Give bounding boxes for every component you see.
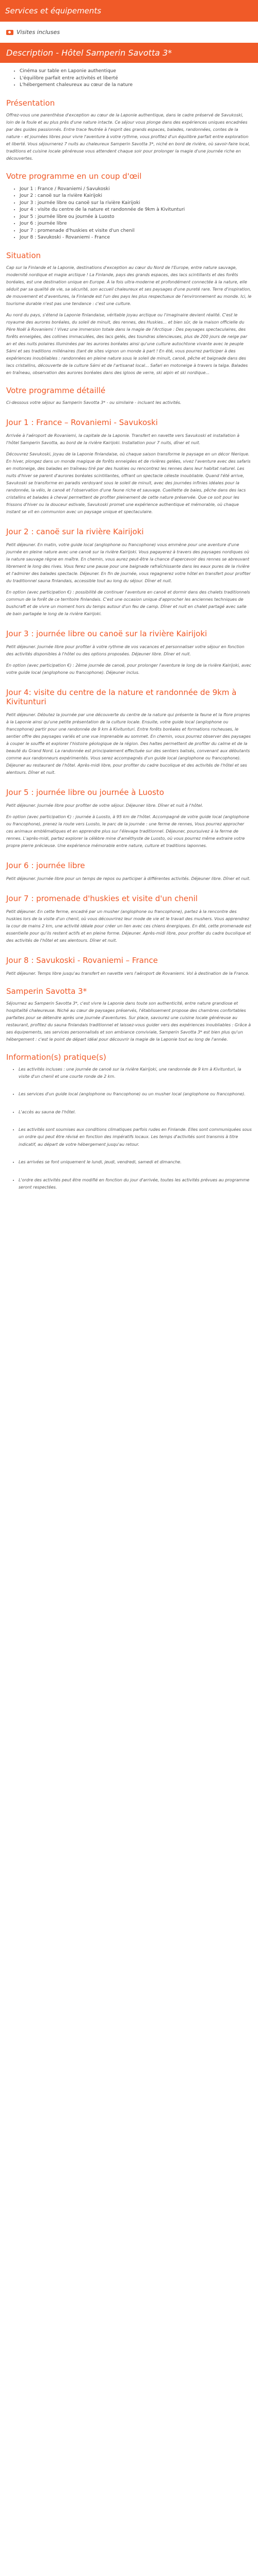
camera-icon — [6, 30, 13, 35]
day-1 — [6, 418, 252, 516]
info-item: • L'accès au sauna de l'hôtel. — [19, 1109, 252, 1116]
situation-text-2: Au nord du pays, s'étend la Laponie finlandaise, véritable joyau arctique ou l'imaginaire devient réalité. C'est le royaume des aurores boréales, du soleil de minuit, des rennes, des Huskies... et bien sûr, de la maison officielle du Père Noël à Rovaniemi ! Vivez une immersion totale dans la magie de l'Arctique : Des paysages spectaculaires, des forêts enneigées, des collines immaculées, des lacs gelés, des toundras silencieuses, plus de 200 jours de neige par an et des nuits polaires illuminées par les aurores boréales ainsi qu'une culture autochtone vivante avec le peuple Sámi et ses traditions millénaires (tant de sites vignon un monde à part ! En été, vous pourrez participer à des expériences inoubliables : randonnées en pleine nature sous le soleil de minuit, canoë, pêche et baignade dans des lacs cristallins, découverte de la culture Sámi et de l'artisanat local... Safari en motoneige à travers la taïga. Balades en traîneau, observation des aurores boréales dans des igloos de verre, ski alpin et ski nordique... — [6, 312, 248, 375]
overview-item: • Jour 3 : journée libre ou canoë sur la rivière Kairijoki — [20, 200, 252, 207]
day-text: En option (avec participation €) : journée à Luosto, à 95 km de l'hôtel. Accompagné de votre guide local (anglophone ou francophone), prenez la route vers Luosto, le parc de la journée : une ferme de rennes, Vous pourrez approcher ces animaux emblématiques et en apprendre plus sur l'élevage traditionnel. Déjeuner, poursuivez à la ferme de rennes. L'après-midi, partez explorer la célèbre mine d'améthyste de Luosto, où vous pourrez même extraire votre propre pierre précieuse. Une expérience mémorable entre nature, culture et traditions laponnes. — [6, 814, 249, 848]
presentation-text: Offrez-vous une parenthèse d'exception au cœur de la Laponie authentique, dans le cadre préservé de Savukoski, loin de la foule et au plus près d'une nature intacte. Ce séjour vous plonge dans des expériences uniques encadrées par des guides passionnés. Entre trace feutrée à l'esprit des grands espaces, balades, randonnées, contes de la nature – et journées libres pour vivre l'aventure à votre rythme, vous profitez d'un équilibre parfait entre exploration et liberté. Vous séjournerez 7 nuits au chaleureux Samperin Savotta 3*, niché en bord de rivière, où savoir-faire local, traditions et cuisine locale généreuse vous attendent chaque soir pour prolonger la magie d'une journée riche en découvertes. — [6, 112, 250, 161]
info-item: • Les arrivées se font uniquement le lundi, jeudi, vendredi, samedi et dimanche. — [19, 1159, 252, 1166]
hotel-heading: Samperin Savotta 3* — [6, 986, 87, 996]
info-heading: Information(s) pratique(s) — [6, 1052, 106, 1062]
feature-item: • L'équilibre parfait entre activités et liberté — [20, 75, 252, 82]
feature-item: • Cinéma sur table en Laponie authentique — [20, 68, 252, 75]
situation-heading: Situation — [6, 250, 41, 260]
day-title: Jour 8 : Savukoski - Rovaniemi – France — [6, 955, 158, 965]
day-8 — [6, 956, 252, 977]
overview-item: • Jour 2 : canoë sur la rivière Kairijoki — [20, 193, 252, 200]
day-title: Jour 5 : journée libre ou journée à Luosto — [6, 787, 164, 797]
feature-list — [6, 68, 252, 89]
overview-item: • Jour 7 : promenade d'huskies et visite d'un chenil — [20, 228, 252, 235]
day-text: Arrivée à l'aéroport de Rovaniemi, la capitale de la Laponie. Transfert en navette vers Savukoski et installation à l'hôtel Samperin Savotta, au bord de la rivière Kairijoki. Installation pour 7 nuits, dîner et nuit. — [6, 433, 240, 445]
day-text: Petit déjeuner. En cette ferme, encadré par un musher (anglophone ou francophone), partez à la rencontre des huskies lors de la visite d'un chenil, où vous découvrirez leur mode de vie et le travail des mushers. Vous apprendrez la cour de mains 2 km, une activité idéale pour créer un lien avec ces chiens énergiques. En été, cette promenade est essentielle pour qu'ils restent actifs et en pleine forme. Déjeuner. Après-midi libre, pour profiter du cadre bucolique et des activités de l'hôtel et ses alentours. Dîner et nuit. — [6, 909, 252, 943]
day-text: Découvrez Savukoski, joyau de la Laponie finlandaise, où chaque saison transforme le paysage en un décor féerique. En hiver, plongez dans un monde magique de forêts enneigées et de rivières gelées, vivez l'aventure avec des safaris en motoneige, des balades en traîneau tiré par des huskies ou rencontrez les rennes dans leur habitat naturel. Les nuits d'hiver se parent d'aurores boréales scintillantes, offrant un spectacle céleste inoubliable. Quand l'été arrive, Savukoski se transforme en paradis verdoyant sous le soleil de minuit, avec des journées infinies idéales pour la randonnée, la vélo, le canoë et l'observation d'une faune riche et sauvage. Cueillette de baies, pêche dans des lacs cristallins et balades à cheval permettent de profiter pleinement de cette nature préservée. Que ce soit pour les frissons d'hiver ou la douceur estivale, Savukoski promet une expérience authentique et mémorable, où chaque instant se vit en communion avec un paysage unique et spectaculaire. — [6, 451, 251, 514]
day-title: Jour 4: visite du centre de la nature et randonnée de 9km à Kivitunturi — [6, 687, 237, 706]
day-title: Jour 1 : France – Rovaniemi - Savukoski — [6, 417, 158, 427]
info-item: • Les activités incluses : une journée de canoë sur la rivière Kairijoki, une randonnée de 9 km à Kivitunturi, la visite d'un chenil et une courte ronde de 2 km. — [19, 1066, 252, 1081]
day-text: En option (avec participation €) : possibilité de continuer l'aventure en canoë et dormir dans des chalets traditionnels commun de la forêt de ce territoire finlandais. C'est une occasion unique d'approcher les anciennes techniques de bushcraft et de vivre un moment hors du temps autour d'un feu de camp. Dîner et nuit en chalet partagé avec salle de bain partagée le long de la rivière Kairijoki. — [6, 589, 250, 616]
program-heading: Votre programme détaillé — [6, 385, 106, 395]
services-title: Services et équipements — [5, 6, 102, 15]
description-bar — [0, 43, 258, 63]
day-title: Jour 2 : canoë sur la rivière Kairijoki — [6, 527, 144, 536]
day-title: Jour 6 : journée libre — [6, 860, 85, 870]
day-6 — [6, 861, 252, 883]
overview-heading: Votre programme en un coup d'œil — [6, 171, 142, 181]
info-item: • L'ordre des activités peut être modifié en fonction du jour d'arrivée, toutes les activités prévues au programme seront respectées. — [19, 1177, 252, 1192]
day-title: Jour 7 : promenade d'huskies et visite d'un chenil — [6, 893, 198, 903]
day-text: En option (avec participation €) : 2ème journée de canoë, pour prolonger l'aventure le long de la rivière Kairijoki, avec votre guide local (anglophone ou francophone). Déjeuner inclus. — [6, 663, 251, 675]
day-4 — [6, 688, 252, 776]
overview-item: • Jour 1 : France / Rovaniemi / Savukoski — [20, 186, 252, 193]
day-2 — [6, 527, 252, 618]
visits-included — [0, 22, 258, 43]
info-list — [6, 1066, 252, 1192]
day-text: Petit déjeuner. En matin, votre guide local (anglophone ou francophone) vous emmène pour une aventure d'une journée en pleine nature avec une canoë sur la rivière Kairijoki. Vous pagayerez à travers des paysages nordiques où la nature sauvage règne en maître. En chemin, vous aurez peut-être la chance d'apercevoir des rennes se abreuvant librement le long des rives. Vous ferez une pause pour une baignade rafraîchissante dans les eaux pures de la rivière et l'admirer des balades spectacle. Déjeuner. En fin de journée, vous regagnerez votre hôtel en transfert pour profiter du traditionnel sauna finlandais, accessible tout au long du séjour. Dîner et nuit. — [6, 542, 251, 583]
overview-item: • Jour 8 : Savukoski - Rovaniemi - France — [20, 234, 252, 242]
main-content — [0, 68, 258, 1212]
overview-item: • Jour 5 : journée libre ou journée à Luosto — [20, 214, 252, 221]
day-text: Petit déjeuner. Journée libre pour profiter à votre rythme de vos vacances et personnaliser votre séjour en fonction des activités disponibles à l'hôtel ou des options proposées. Déjeuner libre. Dîner et nuit. — [6, 644, 245, 656]
program-intro: Ci-dessous votre séjour au Samperin Savotta 3* - ou similaire - incluant les activités. — [6, 400, 182, 405]
info-item: • Les activités sont soumises aux conditions climatiques parfois rudes en Finlande. Elles sont communiquées sous un ordre qui peut être révisé en fonction des impératifs locaux. Les temps d'activités sont transmis à titre indicatif, au départ de votre hébergement jusqu'au retour. — [19, 1126, 252, 1148]
description-title: Description - Hôtel Samperin Savotta 3* — [6, 48, 172, 58]
visits-label: Visites incluses — [17, 29, 60, 36]
day-title: Jour 3 : journée libre ou canoë sur la rivière Kairijoki — [6, 629, 207, 638]
day-text: Petit déjeuner. Journée libre pour un temps de repos ou participer à différentes activités. Déjeuner libre. Dîner et nuit. — [6, 876, 251, 881]
services-bar — [0, 0, 258, 22]
hotel-text: Séjournez au Samperin Savotta 3*, c'est vivre la Laponie dans toute son authenticité, entre nature grandiose et hospitalité chaleureuse. Niché au cœur de paysages préservés, l'établissement propose des chambres confortables parfaites pour se détendre après une journée d'aventures. Sur place, savourez une cuisine locale généreuse au restaurant, profitez du sauna finlandais traditionnel et laissez-vous guider vers des expériences inoubliables : Grâce à ses équipements, ses services personnalisés et son ambiance conviviale, Samperin Savotta 3* est bien plus qu'un hébergement : c'est le point de départ idéal pour découvrir la magie de la Laponie tout au long de l'année. — [6, 1001, 251, 1042]
day-3 — [6, 629, 252, 676]
overview-list — [6, 186, 252, 242]
day-text: Petit déjeuner. Temps libre jusqu'au transfert en navette vers l'aéroport de Rovaniemi. Vol à destination de la France. — [6, 971, 250, 976]
day-text: Petit déjeuner. Journée libre pour profiter de votre séjour. Déjeuner libre. Dîner et nuit à l'hôtel. — [6, 803, 203, 808]
overview-item: • Jour 4 : visite du centre de la nature et randonnée de 9km à Kivitunturi — [20, 207, 252, 214]
day-7 — [6, 894, 252, 944]
day-5 — [6, 788, 252, 850]
presentation-heading: Présentation — [6, 98, 55, 108]
day-text: Petit déjeuner. Débutez la journée par une découverte du centre de la nature qui présente la faune et la flore propres à la Laponie ainsi qu'une petite présentation de la culture locale. Ensuite, votre guide local (anglophone ou francophone) partir pour une randonnée de 9 km à Kivitunturi. Entre forêts boréales et formations rocheuses, le sentier offre des paysages variés et une vue imprenable au sommet. En chemin, vous pourrez observer des paysages à couper le souffle et explorer l'histoire géologique de la région. Des haltes permettent de profiter du calme et de la beauté du Grand Nord. La randonnée est principalement effectuée sur des sentiers balisés, convenant aux débutants comme aux randonneurs expérimentés. Vous serez accompagnés d'un guide local (anglophone ou francophone). Déjeuner au restaurant de l'hôtel. Après-midi libre, pour profiter du cadre bucolique et des activités de l'hôtel et ses alentours. Dîner et nuit. — [6, 712, 251, 775]
situation-text-1: Cap sur la Finlande et la Laponie, destinations d'exception au cœur du Nord de l'Europe, entre nature sauvage, modernité nordique et magie arctique ! La Finlande, pays des grands espaces, des lacs scintillants et des forêts boréales, est une destination unique en Europe. À la fois ultra-moderne et profondément connectée à la nature, elle séduit par sa qualité de vie, sa sécurité, son accueil chaleureux et ses paysages d'une pureté rare. Terre d'inspiration, de mouvement et d'aventures, la Finlande est l'un des pays les plus respectueux de l'environnement au monde. Ici, le tourisme durable n'est pas une tendance : c'est une culture. — [6, 265, 252, 306]
feature-item: • L'hébergement chaleureux au cœur de la nature — [20, 82, 252, 89]
overview-item: • Jour 6 : journée libre — [20, 221, 252, 228]
info-item: • Les services d'un guide local (anglophone ou francophone) ou un musher local (anglophone ou francophone). — [19, 1091, 252, 1098]
